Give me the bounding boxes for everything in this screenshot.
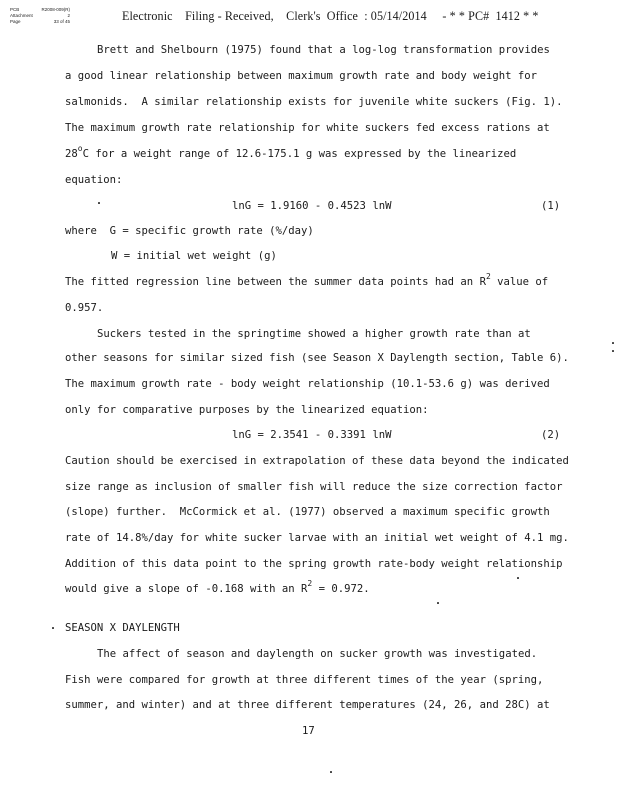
filing-stamp (10, 7, 70, 25)
text-line: 0.957. (65, 302, 104, 314)
stamp-label: Page (10, 19, 21, 24)
text-line: The maximum growth rate relationship for white suckers fed excess rations at (65, 122, 550, 134)
text-line: other seasons for similar sized fish (see Season X Daylength section, Table 6). (65, 352, 569, 364)
scan-speck (98, 202, 100, 204)
text-line: rate of 14.8%/day for white sucker larvae with an initial wet weight of 4.1 mg. (65, 532, 569, 544)
equation-1-number: (1) (541, 200, 561, 212)
degree-superscript: o (77, 144, 83, 154)
scan-speck (517, 577, 519, 579)
r-squared-superscript: 2 (485, 272, 491, 282)
r-squared-superscript: 2 (307, 579, 313, 589)
variable-definition: where G = specific growth rate (%/day) (65, 225, 314, 237)
section-heading: SEASON X DAYLENGTH (65, 622, 180, 634)
text-line: The maximum growth rate - body weight relationship (10.1-53.6 g) was derived (65, 378, 550, 390)
variable-definition: W = initial wet weight (g) (111, 250, 277, 262)
scan-speck (612, 350, 614, 352)
equation-2: lnG = 2.3541 - 0.3391 lnW (232, 429, 392, 441)
text-line: Brett and Shelbourn (1975) found that a log-log transformation provides (97, 44, 550, 56)
scan-speck (437, 602, 439, 604)
text-line: Addition of this data point to the spring growth rate-body weight relationship (65, 558, 563, 570)
text-line (65, 272, 549, 288)
text-line: (slope) further. McCormick et al. (1977) observed a maximum specific growth (65, 506, 550, 518)
text-line: summer, and winter) and at three different temperatures (24, 26, and 28C) at (65, 699, 550, 711)
text-line (65, 579, 370, 595)
text-fragment: = 0.972. (312, 583, 370, 595)
text-line: Suckers tested in the springtime showed a higher growth rate than at (97, 328, 531, 340)
scan-speck (330, 771, 332, 773)
stamp-value: 2 (67, 13, 70, 18)
text-line: only for comparative purposes by the linearized equation: (65, 404, 429, 416)
text-line: Caution should be exercised in extrapolation of these data beyond the indicated (65, 455, 569, 467)
text-fragment: would give a slope of -0.168 with an R (65, 583, 308, 595)
text-fragment: value of (490, 276, 549, 288)
text-line: size range as inclusion of smaller fish will reduce the size correction factor (65, 481, 563, 493)
scan-speck (612, 342, 614, 344)
text-line: The affect of season and daylength on sucker growth was investigated. (97, 648, 538, 660)
text-line: Fish were compared for growth at three different times of the year (spring, (65, 674, 544, 686)
text-line: equation: (65, 174, 123, 186)
stamp-label: PCB (10, 7, 20, 12)
temperature-value: 28 (65, 148, 78, 160)
text-line: salmonids. A similar relationship exists for juvenile white suckers (Fig. 1). (65, 96, 563, 108)
scan-speck (52, 627, 54, 629)
page-number: 17 (302, 725, 315, 737)
stamp-value: R2008-009(R) (41, 7, 70, 12)
stamp-value: 33 of 45 (53, 19, 70, 24)
stamp-label: Attachment (10, 13, 33, 18)
equation-2-number: (2) (541, 429, 561, 441)
stamp-row (10, 19, 70, 25)
filing-header: Electronic Filing - Received, Clerk's Office : 05/14/2014 - * * PC# 1412 * * (122, 8, 539, 23)
equation-1: lnG = 1.9160 - 0.4523 lnW (232, 200, 392, 212)
text-line (65, 144, 517, 160)
text-fragment: C for a weight range of 12.6-175.1 g was expressed by the linearized (82, 148, 517, 160)
text-line: a good linear relationship between maximum growth rate and body weight for (65, 70, 537, 82)
text-fragment: The fitted regression line between the summer data points had an R (65, 276, 486, 288)
